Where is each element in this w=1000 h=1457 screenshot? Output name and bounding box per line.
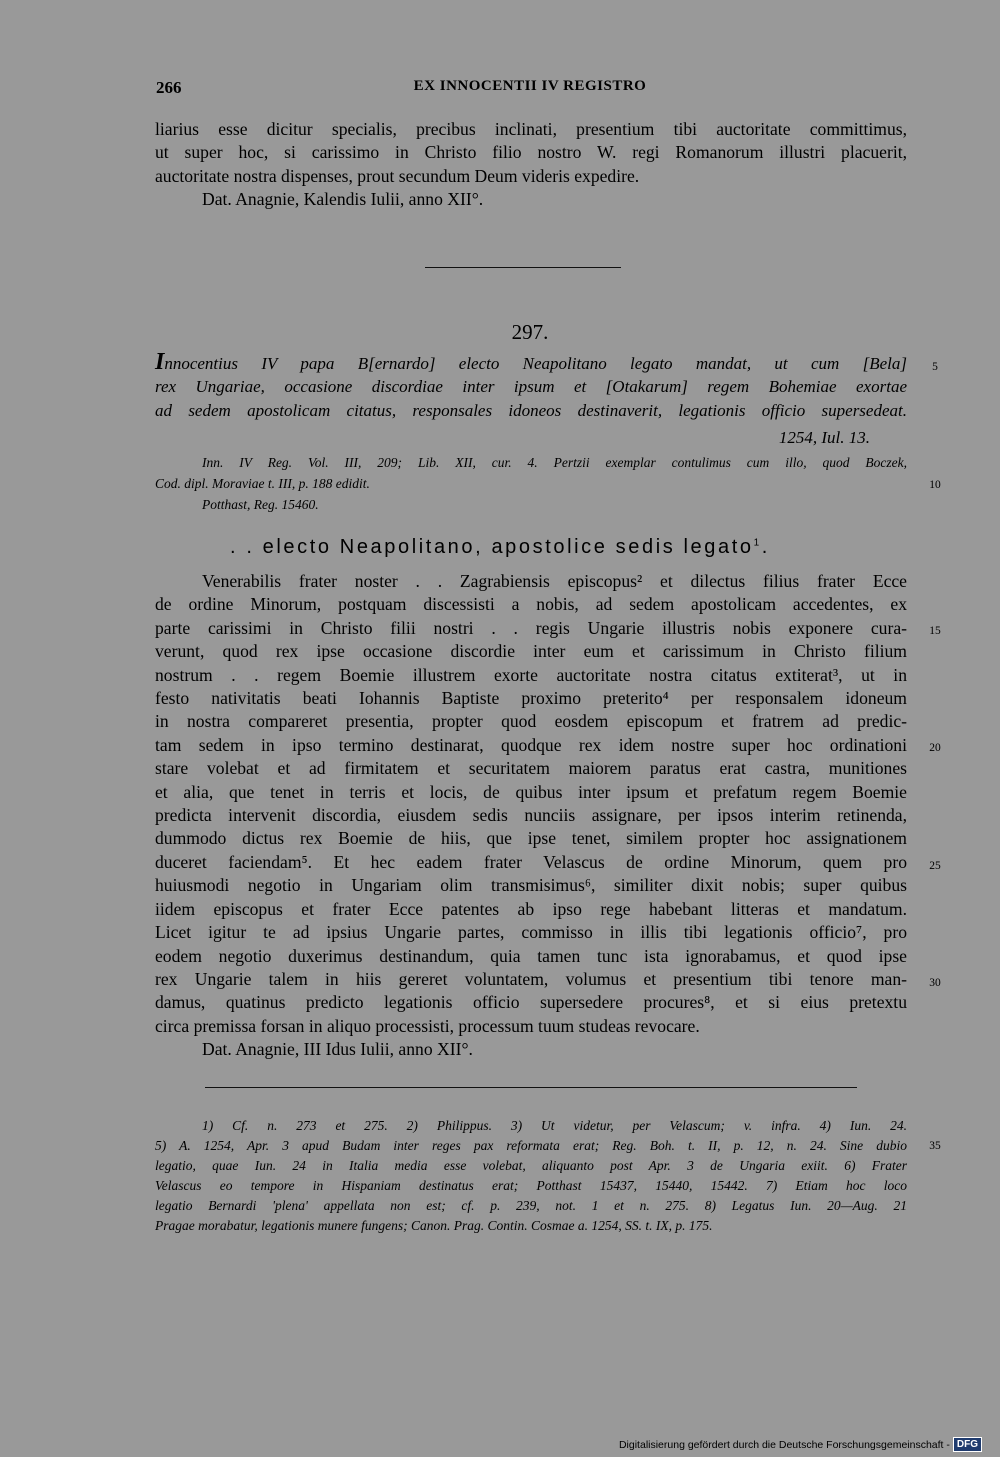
line-number: 35 bbox=[929, 1140, 941, 1152]
letter-body bbox=[155, 570, 907, 1062]
text-line: auctoritate nostra dispenses, prout secundum Deum videris expedire. bbox=[155, 165, 640, 186]
body-line: stare volebat et ad firmitatem et securitatem maiorem paratus erat castra, munitiones bbox=[155, 758, 907, 779]
body-line: duceret faciendam⁵. Et hec eadem frater Velascus de ordine Minorum, quem pro bbox=[155, 851, 907, 872]
body-line: iidem episcopus et frater Ecce patentes ab ipso rege habebant litteras et mandatum. bbox=[155, 898, 907, 919]
text-line: liarius esse dicitur specialis, precibus inclinati, presentium tibi auctoritate committimus, bbox=[155, 119, 907, 139]
section-divider bbox=[425, 267, 621, 268]
body-line: Licet igitur te ad ipsius Ungarie partes, commisso in illis tibi legationis officio⁷, pro bbox=[155, 922, 907, 943]
source-line: Cod. dipl. Moraviae t. III, p. 188 edidit. bbox=[155, 476, 370, 491]
text-line: ut super hoc, si carissimo in Christo filio nostro W. regi Romanorum illustri placuerit, bbox=[155, 142, 907, 163]
body-line: Venerabilis frater noster . . Zagrabiensis episcopus² et dilectus filius frater Ecce bbox=[202, 571, 907, 591]
line-number: 15 bbox=[929, 625, 941, 637]
body-line: damus, quatinus predicto legationis officio supersedere procures⁸, et si eius pretextu bbox=[155, 992, 907, 1013]
dfg-logo: DFG bbox=[953, 1437, 982, 1452]
footnote-line: 5) A. 1254, Apr. 3 apud Budam inter reges pax reformata erat; Reg. Boh. t. II, p. 12, n. 24. Sine dubio bbox=[155, 1138, 907, 1153]
body-line: nostrum . . regem Boemie illustrem exorte auctoritate nostra citatus extiterat³, ut in bbox=[155, 664, 907, 685]
letter-number: 297. bbox=[511, 320, 549, 344]
line-number: 30 bbox=[929, 977, 941, 989]
body-line: et alia, que tenet in terris et locis, de quibus inter ipsum et prefatum regem Boemie bbox=[155, 781, 907, 802]
source-note bbox=[155, 452, 907, 515]
drop-initial: I bbox=[155, 349, 165, 375]
dating-clause: Dat. Anagnie, Kalendis Iulii, anno XII°. bbox=[202, 189, 484, 210]
body-line: eodem negotio duxerimus destinandum, quia tamen tunc ista ignorabamus, et quod ipse bbox=[155, 945, 907, 966]
line-number: 5 bbox=[932, 361, 938, 373]
body-line: verunt, quod rex ipse occasione discordie inter eum et carissimum in Christo filium bbox=[155, 641, 907, 662]
regest-line: rex Ungariae, occasione discordiae inter ipsum et [Otakarum] regem Bohemiae exortae bbox=[155, 377, 907, 397]
dating-clause: Dat. Anagnie, III Idus Iulii, anno XII°. bbox=[202, 1039, 473, 1060]
body-line: predicta intervenit discordia, eiusdem sedis nunciis assignare, per ipsos interim retinenda, bbox=[155, 805, 907, 826]
footer-text: Digitalisierung gefördert durch die Deutsche Forschungsgemeinschaft - bbox=[618, 1438, 950, 1451]
body-line: in nostra compareret presentia, propter quod eosdem episcopum et fratrem ad predic- bbox=[155, 711, 907, 732]
body-line: de ordine Minorum, postquam discessisti a nobis, ad sedem apostolicam accedentes, ex bbox=[155, 594, 907, 615]
body-line: circa premissa forsan in aliquo processisti, processum tuum studeas revocare. bbox=[155, 1015, 700, 1036]
body-line: huiusmodi negotio in Ungariam olim transmisimus⁶, similiter dixit nobis; super quibus bbox=[155, 875, 907, 896]
regest-line: ad sedem apostolicam citatus, responsales idoneos destinaverit, legationis officio supersedeat. bbox=[155, 400, 907, 420]
body-line: festo nativitatis beati Iohannis Baptiste proximo preterito⁴ per responsalem idoneum bbox=[155, 688, 907, 709]
regest-date: 1254, Iul. 13. bbox=[778, 428, 870, 447]
footnote-rule bbox=[205, 1087, 857, 1088]
page-number: 266 bbox=[156, 78, 182, 97]
regest-line: Innocentius IV papa B[ernardo] electo Neapolitano legato mandat, ut cum [Bela] bbox=[155, 349, 907, 375]
body-line: dummodo dictus rex Boemie de hiis, que ipse tenet, similem propter hoc assignationem bbox=[155, 828, 907, 849]
footnotes bbox=[155, 1116, 907, 1236]
line-number: 10 bbox=[929, 479, 941, 491]
digitization-footer bbox=[619, 1437, 982, 1452]
body-line: tam sedem in ipso termino destinarat, quodque rex idem nostre super hoc ordinationi bbox=[155, 734, 907, 755]
source-line: Inn. IV Reg. Vol. III, 209; Lib. XII, cur. 4. Pertzii exemplar contulimus cum illo, quod Boczek, bbox=[202, 455, 907, 470]
previous-letter-text bbox=[155, 118, 907, 212]
footnote-line: legatio, quae Iun. 24 in Italia media esse volebat, aliquanto post Apr. 3 de Ungaria exiit. 6) Frater bbox=[155, 1158, 907, 1173]
body-line: parte carissimi in Christo filii nostri . . regis Ungarie illustris nobis exponere cura- bbox=[155, 617, 907, 638]
footnote-line: 1) Cf. n. 273 et 275. 2) Philippus. 3) Ut videtur, per Velascum; v. infra. 4) Iun. 24. bbox=[202, 1118, 907, 1133]
line-number: 20 bbox=[929, 742, 941, 754]
footnote-line: legatio Bernardi 'plena' appellata non est; cf. p. 239, not. 1 et n. 275. 8) Legatus Iun. 20—Aug. 21 bbox=[155, 1198, 907, 1213]
body-line: rex Ungarie talem in hiis gereret voluntatem, volumus et presentium tibi tenore man- bbox=[155, 968, 907, 989]
footnote-line: Velascus eo tempore in Hispaniam destinatus erat; Potthast 15437, 15440, 15442. 7) Etiam hoc loco bbox=[155, 1178, 907, 1193]
running-title: EX INNOCENTII IV REGISTRO bbox=[413, 78, 647, 94]
regest bbox=[155, 351, 907, 422]
line-number: 25 bbox=[929, 860, 941, 872]
address-line: . . electo Neapolitano, apostolice sedis legato$^1$. bbox=[230, 536, 770, 558]
footnote-line: Pragae morabatur, legationis munere fungens; Canon. Prag. Contin. Cosmae a. 1254, SS. t. IX, p. 175. bbox=[155, 1218, 713, 1233]
potthast-reference: Potthast, Reg. 15460. bbox=[202, 497, 319, 512]
